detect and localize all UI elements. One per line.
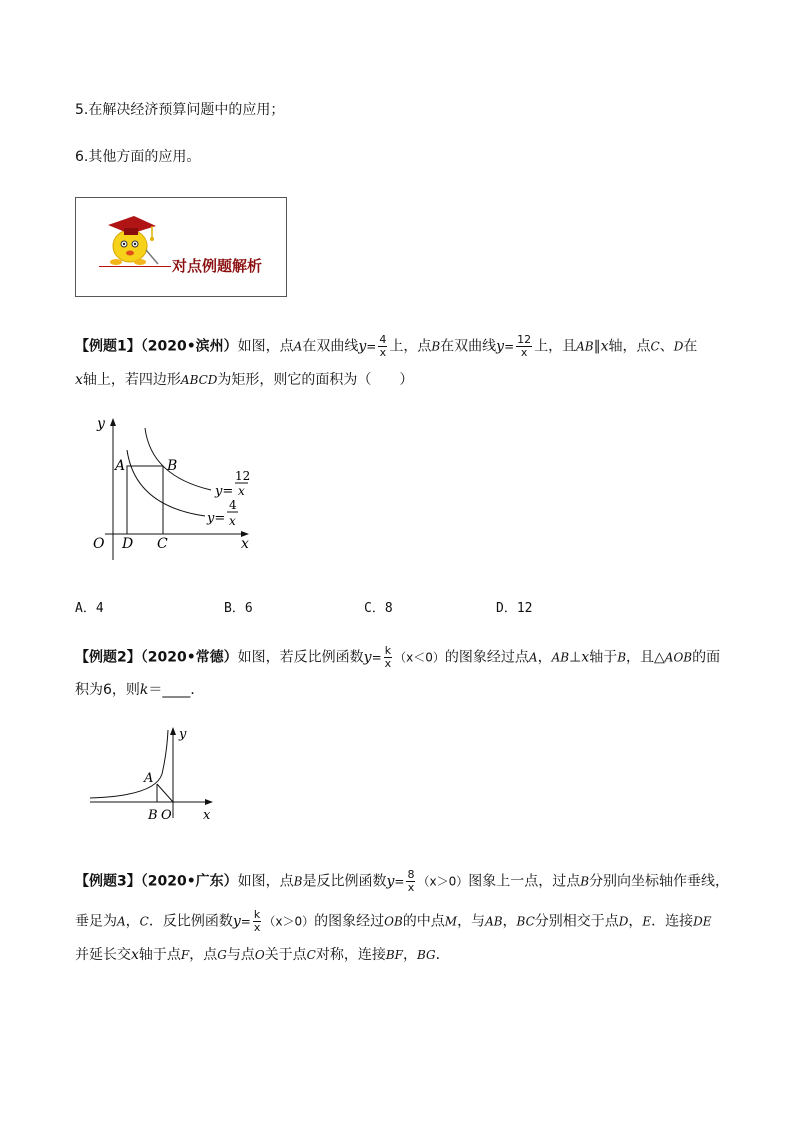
fraction — [516, 334, 532, 359]
segment-label: OB — [384, 914, 403, 929]
point-label: E — [642, 914, 652, 929]
segment-label: BF — [385, 948, 404, 962]
numerator: 8 — [407, 868, 415, 881]
example-3-line-1 — [75, 869, 729, 894]
example-1-line-2 — [75, 370, 413, 390]
equals: = — [504, 339, 515, 354]
condition: （x＞0） — [263, 914, 315, 929]
example-tag: 【例题2】 — [75, 649, 141, 666]
denominator: x — [407, 881, 415, 894]
var-x: x — [581, 649, 590, 666]
y-axis-arrow — [170, 727, 176, 735]
text: ， — [403, 947, 418, 963]
label-x: x — [241, 536, 249, 552]
equals: = — [371, 650, 382, 665]
curve-label-12: y= — [215, 484, 234, 499]
denominator: x — [379, 346, 387, 359]
label-y: y — [179, 727, 187, 742]
point-label: M — [444, 914, 458, 929]
var-x: x — [131, 947, 139, 963]
text: 的图象经过点 — [444, 649, 529, 666]
label-x: x — [203, 808, 211, 823]
text: ， — [537, 649, 552, 666]
list-item-5: 5.在解决经济预算问题中的应用； — [75, 102, 285, 118]
point-label: B — [580, 874, 590, 889]
example-2-figure — [85, 722, 225, 824]
segment-ao — [157, 784, 173, 802]
text: 如图，若反比例函数 — [237, 649, 364, 666]
text: 、 — [659, 338, 674, 355]
var-y: y — [363, 649, 372, 666]
text: ．连接 — [651, 913, 694, 930]
segment-label: BC — [516, 914, 535, 929]
curve-label-4-den: x — [229, 514, 236, 528]
point-label: A — [293, 339, 303, 354]
segment-label: AB — [551, 650, 570, 665]
text: ，点 — [189, 947, 218, 963]
denominator: x — [384, 657, 392, 670]
text: 与点 — [226, 947, 255, 963]
numerator: 4 — [379, 333, 387, 346]
point-label: B — [617, 650, 627, 665]
text: 如图，点 — [237, 338, 294, 355]
example-source: （2020•常德） — [140, 649, 238, 666]
example-2-line-1 — [75, 645, 720, 670]
curve-4-over-x — [127, 450, 205, 516]
point-label: C — [139, 914, 149, 929]
segment-label: AB — [576, 339, 594, 354]
text: 关于点 — [264, 947, 307, 963]
curve-label-12-num: 12 — [235, 469, 251, 483]
text: 如图，点 — [237, 873, 294, 890]
condition: （x＞0） — [417, 874, 469, 889]
mascot-graduate-icon — [94, 208, 164, 268]
label-c: C — [157, 536, 168, 552]
point-label: G — [217, 948, 227, 962]
answer-blank: ＝____． — [148, 682, 205, 698]
text: 轴于点 — [138, 947, 181, 963]
segment-label: DE — [693, 914, 712, 929]
text: 上，且 — [534, 338, 577, 355]
text: 是反比例函数 — [302, 873, 387, 890]
x-axis-arrow — [205, 799, 213, 805]
text: ． — [435, 947, 450, 963]
text: 分别向坐标轴作垂线， — [589, 873, 730, 890]
point-label: D — [618, 914, 629, 929]
var-y: y — [386, 873, 395, 890]
numerator: k — [253, 908, 261, 921]
curve-k-over-x — [90, 730, 168, 798]
curve-12-over-x — [145, 428, 211, 490]
text: ， — [502, 913, 517, 930]
var-y: y — [496, 338, 505, 355]
var-x: x — [75, 372, 83, 388]
text: ∥ — [593, 338, 601, 355]
point-label: B — [431, 339, 441, 354]
banner-title: 对点例题解析 — [172, 257, 263, 275]
text: 为矩形，则它的面积为（ ） — [217, 372, 414, 388]
option-c[interactable]: C．8 — [364, 601, 393, 616]
banner-rule — [99, 266, 171, 267]
text: 图象上一点，过点 — [468, 873, 581, 890]
equals: = — [366, 339, 377, 354]
text: ，与 — [457, 913, 486, 930]
example-2-line-2 — [75, 680, 204, 700]
example-3-line-2 — [75, 909, 712, 934]
numerator: k — [384, 644, 392, 657]
example-1-line-1 — [75, 334, 697, 359]
text: 轴，点 — [608, 338, 651, 355]
list-item-6: 6.其他方面的应用。 — [75, 149, 201, 165]
label-a: A — [144, 771, 154, 786]
condition: （x＜0） — [394, 650, 445, 665]
text: 对称，连接 — [315, 947, 386, 963]
option-d[interactable]: D．12 — [496, 601, 533, 616]
numerator: 12 — [517, 333, 532, 346]
fraction — [384, 645, 393, 670]
text: 并延长交 — [75, 947, 131, 963]
option-b[interactable]: B．6 — [224, 601, 253, 616]
text: ， — [628, 913, 643, 930]
point-label: D — [673, 339, 684, 354]
point-label: C — [650, 339, 660, 354]
text: 垂足为 — [75, 913, 117, 930]
fraction — [406, 869, 415, 894]
equals: = — [394, 874, 405, 889]
example-source: （2020•滨州） — [140, 338, 238, 355]
var-y: y — [232, 913, 241, 930]
curve-label-4-num: 4 — [229, 498, 237, 512]
text: ⊥ — [569, 649, 582, 666]
segment-label: BG — [417, 948, 436, 962]
label-b: B — [167, 458, 178, 474]
denominator: x — [516, 346, 532, 359]
label-a: A — [115, 458, 126, 474]
y-axis-arrow — [110, 418, 116, 426]
point-label: B — [293, 874, 303, 889]
text: 的面 — [692, 649, 721, 666]
fraction — [378, 334, 387, 359]
curve-label-4: y= — [207, 511, 226, 526]
text: 分别相交于点 — [534, 913, 619, 930]
triangle-label: AOB — [664, 650, 693, 665]
text: 积为6，则 — [75, 682, 140, 698]
label-y: y — [97, 416, 105, 432]
example-3-line-3 — [75, 945, 450, 965]
example-tag: 【例题3】 — [75, 873, 141, 890]
label-o: O — [93, 536, 105, 552]
text: ， — [125, 913, 140, 930]
point-label: A — [117, 914, 126, 929]
text: 上，点 — [389, 338, 432, 355]
point-label: A — [528, 650, 538, 665]
text: ．反比例函数 — [148, 913, 233, 930]
segment-label: AB — [485, 914, 503, 929]
label-o: O — [161, 808, 172, 823]
text: 的图象经过 — [314, 913, 385, 930]
point-label: O — [254, 948, 265, 962]
var-x: x — [600, 338, 609, 355]
denominator: x — [253, 921, 261, 934]
text: 轴于 — [589, 649, 618, 666]
text: 在 — [683, 338, 698, 355]
example-tag: 【例题1】 — [75, 338, 141, 355]
curve-label-12-den: x — [238, 484, 245, 498]
option-a[interactable]: A．4 — [75, 601, 104, 616]
example-1-figure — [85, 410, 265, 570]
point-label: C — [306, 948, 316, 962]
section-banner — [75, 197, 287, 297]
fraction — [253, 909, 262, 934]
text: 轴上，若四边形 — [82, 372, 181, 388]
label-d: D — [122, 536, 134, 552]
shape-label: ABCD — [180, 373, 218, 387]
var-y: y — [358, 338, 367, 355]
example-source: （2020•广东） — [140, 873, 238, 890]
text: 的中点 — [402, 913, 445, 930]
text: 在双曲线 — [302, 338, 359, 355]
var-k: k — [139, 682, 149, 698]
point-label: F — [180, 948, 190, 962]
label-b: B — [148, 808, 158, 823]
text: 在双曲线 — [440, 338, 497, 355]
equals: = — [240, 914, 251, 929]
text: ，且△ — [626, 649, 665, 666]
